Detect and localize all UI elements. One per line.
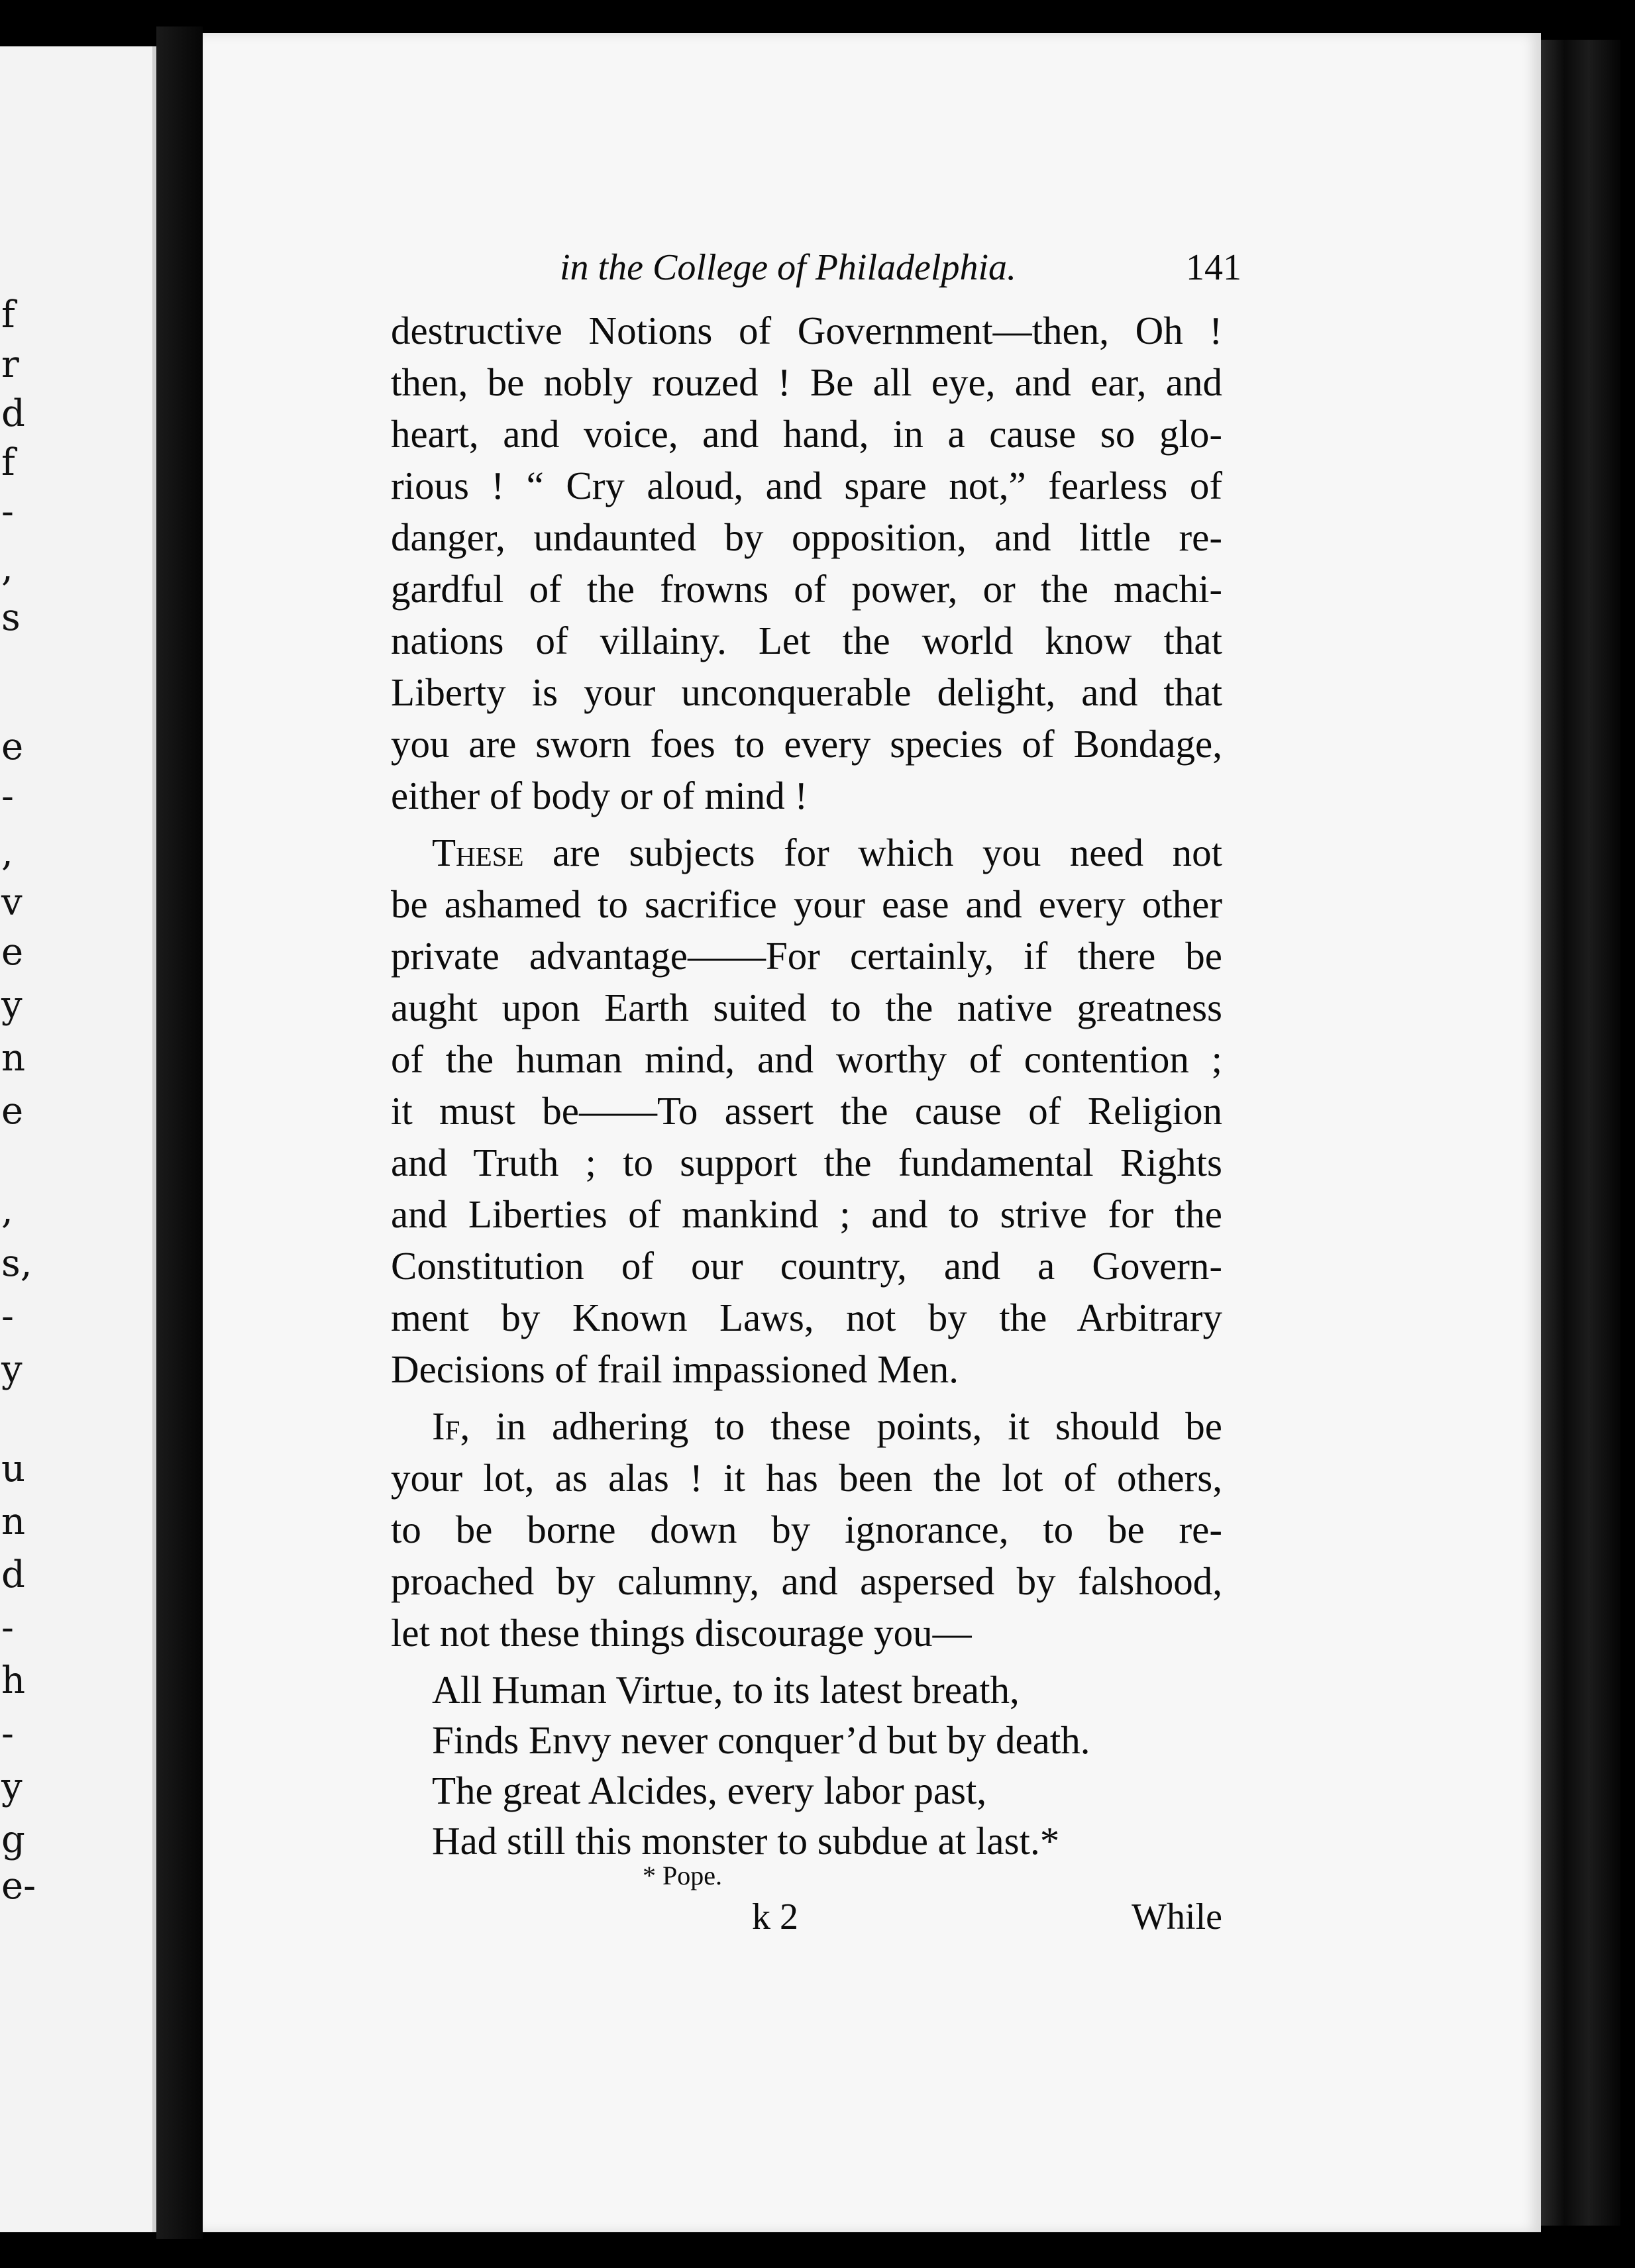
small-caps-lead: If xyxy=(432,1404,460,1448)
text-line: gardful of the frowns of power, or the machi- xyxy=(391,567,1222,611)
left-page-fragment: , xyxy=(1,831,13,874)
left-page-fragment: e xyxy=(1,725,24,768)
left-page-fragment: n xyxy=(1,1037,26,1080)
text-line: proached by calumny, and aspersed by falshood, xyxy=(391,1559,1222,1603)
text-line: your lot, as alas ! it has been the lot of others, xyxy=(391,1456,1222,1500)
text-line: private advantage——For certainly, if there be xyxy=(391,934,1222,978)
running-head: in the College of Philadelphia. xyxy=(560,247,1017,288)
text-line: rious ! “ Cry aloud, and spare not,” fearless of xyxy=(391,464,1222,507)
text-line: heart, and voice, and hand, in a cause so glo- xyxy=(391,412,1222,456)
footnote: * Pope. xyxy=(643,1861,722,1890)
left-page-fragment: y xyxy=(1,1348,23,1391)
catchword: While xyxy=(1132,1896,1222,1937)
left-page-fragment: d xyxy=(1,392,25,435)
left-page-fragment: h xyxy=(1,1659,26,1702)
left-page-fragment: g xyxy=(1,1818,25,1861)
text-run: are subjects for which you need not xyxy=(523,831,1222,874)
text-line: you are sworn foes to every species of Bondage, xyxy=(391,722,1222,766)
left-page-fragment: , xyxy=(1,546,13,590)
text-line: ment by Known Laws, not by the Arbitrary xyxy=(391,1296,1222,1339)
paragraph-opening-line xyxy=(391,1404,1222,1448)
left-page-fragment: e- xyxy=(1,1865,36,1908)
text-line: it must be——To assert the cause of Religion xyxy=(391,1089,1222,1133)
text-line: Liberty is your unconquerable delight, and that xyxy=(391,670,1222,714)
left-page-fragment: r xyxy=(1,343,19,386)
text-line: either of body or of mind ! xyxy=(391,774,808,817)
text-line: let not these things discourage you— xyxy=(391,1611,972,1655)
text-line: of the human mind, and worthy of contention ; xyxy=(391,1037,1222,1081)
verse-line: Had still this monster to subdue at last.* xyxy=(432,1819,1060,1863)
text-line: danger, undaunted by opposition, and little re- xyxy=(391,515,1222,559)
left-page-fragment: e xyxy=(1,1090,24,1133)
text-run: , in adhering to these points, it should be xyxy=(460,1404,1222,1448)
left-page-fragment: , xyxy=(1,1189,13,1232)
left-page-fragment: y xyxy=(1,984,23,1027)
left-page-fragment: - xyxy=(1,775,14,818)
text-line: aught upon Earth suited to the native greatness xyxy=(391,986,1222,1029)
left-page-fragment: f xyxy=(1,293,15,336)
text-line: nations of villainy. Let the world know that xyxy=(391,619,1222,662)
previous-page-edge xyxy=(0,46,156,2232)
left-page-fragment: d xyxy=(1,1553,25,1596)
left-page-fragment: - xyxy=(1,1295,14,1338)
left-page-fragment: - xyxy=(1,1712,14,1755)
text-line: then, be nobly rouzed ! Be all eye, and ear, and xyxy=(391,360,1222,404)
left-page-fragment: s, xyxy=(1,1242,32,1285)
left-page-fragment: - xyxy=(1,490,14,533)
left-page-fragment: s xyxy=(1,596,21,639)
left-page-fragment: v xyxy=(1,881,23,924)
left-page-fragment: y xyxy=(1,1765,23,1808)
left-page-fragment: f xyxy=(1,441,15,484)
text-line: Constitution of our country, and a Govern- xyxy=(391,1244,1222,1288)
verse-line: Finds Envy never conquer’d but by death. xyxy=(432,1718,1090,1762)
verse-line: The great Alcides, every labor past, xyxy=(432,1769,987,1812)
signature-mark: k 2 xyxy=(752,1896,798,1937)
page-edge-shadow xyxy=(1541,40,1620,2226)
text-line: to be borne down by ignorance, to be re- xyxy=(391,1508,1222,1551)
left-page-fragment: e xyxy=(1,931,24,974)
text-line: be ashamed to sacrifice your ease and every other xyxy=(391,882,1222,926)
book-gutter xyxy=(156,26,203,2239)
verse-line: All Human Virtue, to its latest breath, xyxy=(432,1668,1020,1712)
left-page-fragment: u xyxy=(1,1447,26,1490)
left-page-fragment: n xyxy=(1,1500,26,1543)
paragraph-opening-line xyxy=(391,833,1222,872)
page-number: 141 xyxy=(1186,247,1241,288)
text-line: and Liberties of mankind ; and to strive for the xyxy=(391,1192,1222,1236)
text-line: and Truth ; to support the fundamental Rights xyxy=(391,1141,1222,1184)
small-caps-lead: These xyxy=(432,831,524,874)
left-page-fragment: - xyxy=(1,1606,14,1649)
text-line: Decisions of frail impassioned Men. xyxy=(391,1347,959,1391)
text-line: destructive Notions of Government—then, Oh ! xyxy=(391,309,1222,352)
